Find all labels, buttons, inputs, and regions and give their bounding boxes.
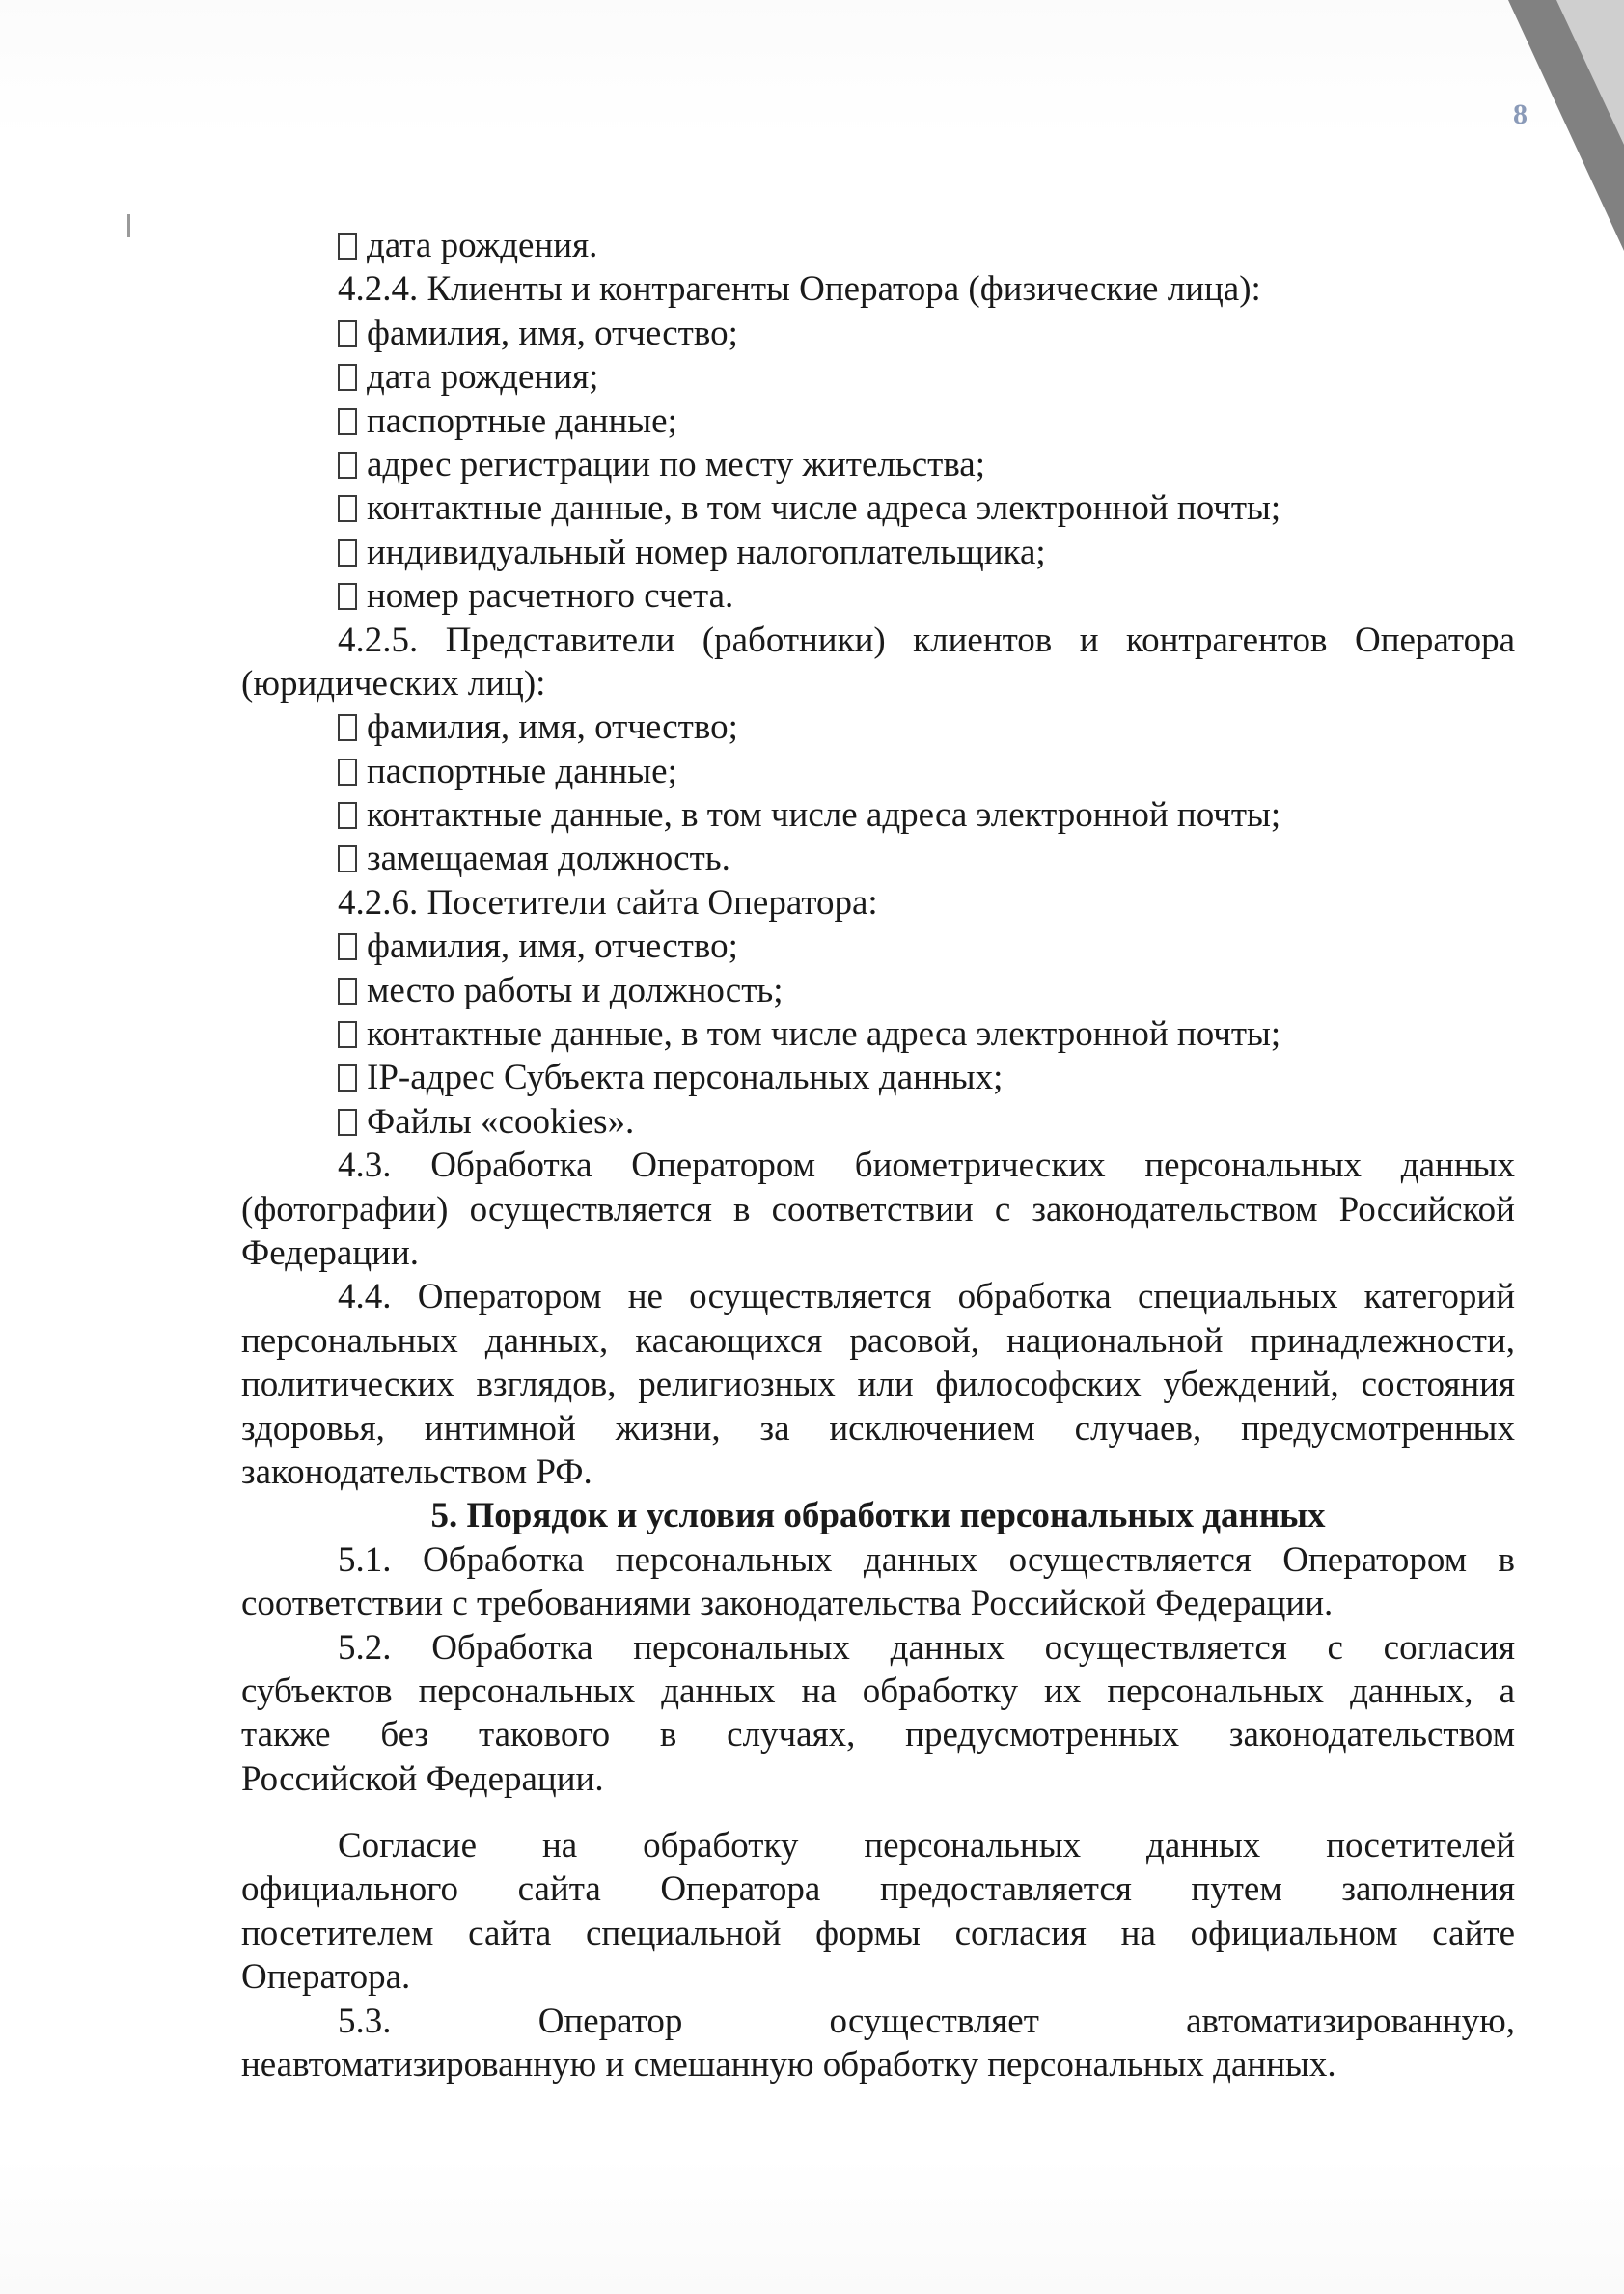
- checkbox-bullet-icon: [338, 320, 357, 347]
- bullet-item: [241, 486, 1515, 530]
- section-heading: 5. Порядок и условия обработки персональных данных: [430, 1496, 1326, 1536]
- bullet-text: фамилия, имя, отчество;: [367, 926, 738, 967]
- checkbox-bullet-icon: [338, 364, 357, 391]
- text-line: (юридических лиц):: [241, 663, 546, 704]
- text-line: 4.2.5. Представители (работники) клиентов и контрагентов Оператора: [338, 620, 1515, 660]
- scan-mark: [127, 214, 130, 237]
- bullet-item: [241, 574, 1515, 618]
- bullet-item: [241, 925, 1515, 968]
- text-line: 5.2. Обработка персональных данных осуществляется с согласия: [338, 1627, 1515, 1668]
- text-line: Федерации.: [241, 1232, 419, 1273]
- page-fold-corner: [1556, 0, 1624, 145]
- checkbox-bullet-icon: [338, 802, 357, 829]
- text-line: политических взглядов, религиозных или философских убеждений, состояния: [241, 1365, 1515, 1405]
- text-line: 4.2.4. Клиенты и контрагенты Оператора (физические лица):: [338, 269, 1261, 310]
- bullet-text: IP-адрес Субъекта персональных данных;: [367, 1058, 1004, 1098]
- bullet-text: замещаемая должность.: [367, 839, 730, 879]
- bullet-item: [241, 750, 1515, 793]
- text-line: законодательством РФ.: [241, 1451, 592, 1492]
- bullet-item: [241, 969, 1515, 1012]
- bullet-text: фамилия, имя, отчество;: [367, 313, 738, 353]
- checkbox-bullet-icon: [338, 583, 357, 610]
- checkbox-bullet-icon: [338, 1021, 357, 1048]
- text-line: здоровья, интимной жизни, за исключением случаев, предусмотренных: [241, 1408, 1515, 1449]
- text-line: 4.4. Оператором не осуществляется обработка специальных категорий: [338, 1277, 1515, 1317]
- text-line: Российской Федерации.: [241, 1758, 604, 1799]
- paragraph-gap: [241, 1801, 1515, 1824]
- bullet-item: [241, 355, 1515, 399]
- document-body: [241, 224, 1515, 2087]
- text-line: 4.2.6. Посетители сайта Оператора:: [338, 882, 878, 923]
- bullet-text: паспортные данные;: [367, 751, 677, 791]
- bullet-item: [241, 1012, 1515, 1056]
- bullet-text: контактные данные, в том числе адреса электронной почты;: [367, 1014, 1281, 1055]
- text-line: Согласие на обработку персональных данных посетителей: [338, 1826, 1515, 1866]
- checkbox-bullet-icon: [338, 933, 357, 960]
- checkbox-bullet-icon: [338, 1064, 357, 1092]
- text-line: соответствии с требованиями законодательства Российской Федерации.: [241, 1584, 1334, 1624]
- text-line: субъектов персональных данных на обработку их персональных данных, а: [241, 1671, 1515, 1711]
- text-line: неавтоматизированную и смешанную обработку персональных данных.: [241, 2045, 1336, 2086]
- bullet-text: Файлы «cookies».: [367, 1101, 635, 1142]
- bullet-text: контактные данные, в том числе адреса электронной почты;: [367, 488, 1281, 529]
- bullet-item: [241, 793, 1515, 837]
- bullet-item: [241, 531, 1515, 574]
- text-line: 5.1. Обработка персональных данных осуществляется Оператором в: [338, 1539, 1515, 1580]
- bullet-text: место работы и должность;: [367, 970, 784, 1010]
- checkbox-bullet-icon: [338, 539, 357, 567]
- bullet-item: [241, 1100, 1515, 1144]
- bullet-item: [241, 443, 1515, 486]
- checkbox-bullet-icon: [338, 408, 357, 435]
- bullet-text: адрес регистрации по месту жительства;: [367, 444, 986, 484]
- checkbox-bullet-icon: [338, 714, 357, 741]
- bullet-item: [241, 1056, 1515, 1099]
- checkbox-bullet-icon: [338, 452, 357, 479]
- bullet-text: паспортные данные;: [367, 401, 677, 441]
- text-line: также без такового в случаях, предусмотренных законодательством: [241, 1715, 1515, 1755]
- text-line: 4.3. Обработка Оператором биометрических персональных данных: [338, 1146, 1515, 1186]
- checkbox-bullet-icon: [338, 1109, 357, 1136]
- bullet-text: дата рождения;: [367, 357, 599, 398]
- checkbox-bullet-icon: [338, 845, 357, 872]
- bullet-item: [241, 224, 1515, 267]
- text-line: посетителем сайта специальной формы согласия на официальном сайте: [241, 1913, 1515, 1953]
- bullet-item: [241, 705, 1515, 749]
- bullet-item: [241, 400, 1515, 443]
- page-number: 8: [1513, 98, 1528, 130]
- bullet-text: контактные данные, в том числе адреса электронной почты;: [367, 795, 1281, 836]
- bullet-item: [241, 837, 1515, 880]
- checkbox-bullet-icon: [338, 233, 357, 260]
- checkbox-bullet-icon: [338, 495, 357, 522]
- bullet-text: фамилия, имя, отчество;: [367, 707, 738, 748]
- text-line: Оператора.: [241, 1957, 411, 1998]
- text-line: официального сайта Оператора предоставляется путем заполнения: [241, 1869, 1515, 1910]
- bullet-item: [241, 312, 1515, 355]
- text-line: (фотографии) осуществляется в соответствии с законодательством Российской: [241, 1189, 1515, 1230]
- text-line: персональных данных, касающихся расовой, национальной принадлежности,: [241, 1320, 1515, 1361]
- text-line: 5.3. Оператор осуществляет автоматизированную,: [338, 2001, 1515, 2041]
- bullet-text: номер расчетного счета.: [367, 576, 734, 617]
- checkbox-bullet-icon: [338, 978, 357, 1005]
- bullet-text: индивидуальный номер налогоплательщика;: [367, 532, 1046, 572]
- checkbox-bullet-icon: [338, 759, 357, 786]
- bullet-text: дата рождения.: [367, 226, 598, 265]
